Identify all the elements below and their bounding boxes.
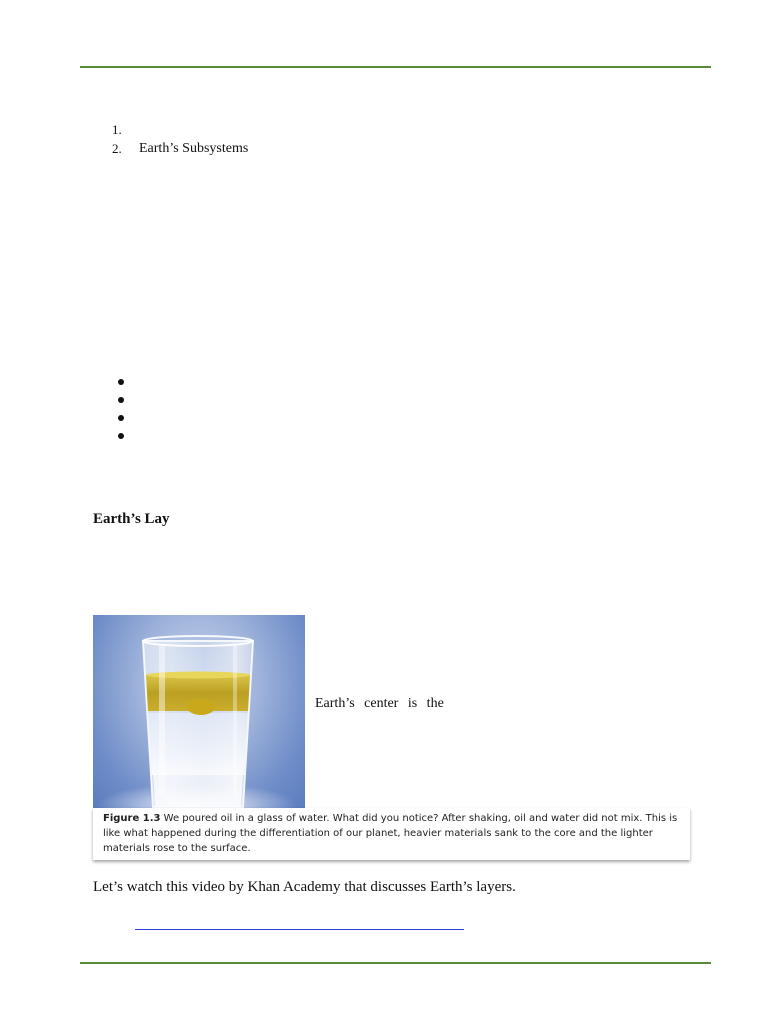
list-item (118, 427, 124, 445)
list-item (118, 409, 124, 427)
section-heading: Earth’s Lay (93, 511, 170, 527)
figure-side-text: Earth’s center is the (315, 696, 444, 711)
bullet-icon (118, 379, 124, 385)
list-marker: 1. (112, 122, 122, 137)
list-marker: 2. (112, 141, 122, 156)
figure-caption (93, 808, 690, 860)
bullet-icon (118, 397, 124, 403)
glass-of-water-icon (93, 615, 305, 810)
numbered-list (112, 120, 248, 158)
header-rule (80, 66, 711, 68)
footer-rule (80, 962, 711, 964)
list-item (118, 391, 124, 409)
caption-label: Figure 1.3 (103, 813, 161, 824)
list-item (118, 373, 124, 391)
glass-photo (93, 615, 305, 810)
bullet-list (118, 373, 124, 445)
list-item (112, 139, 248, 158)
list-item-text: Earth’s Subsystems (139, 141, 249, 156)
bullet-icon (118, 415, 124, 421)
bullet-icon (118, 433, 124, 439)
caption-text: We poured oil in a glass of water. What did you notice? After shaking, oil and water did not mix. This is like what happened during the differentiation of our planet, heavier materials sank to the core and the lighter materials rose to the surface. (103, 813, 678, 854)
video-link[interactable] (135, 929, 464, 930)
video-intro-text: Let’s watch this video by Khan Academy that discusses Earth’s layers. (93, 879, 516, 895)
list-item (112, 120, 248, 139)
